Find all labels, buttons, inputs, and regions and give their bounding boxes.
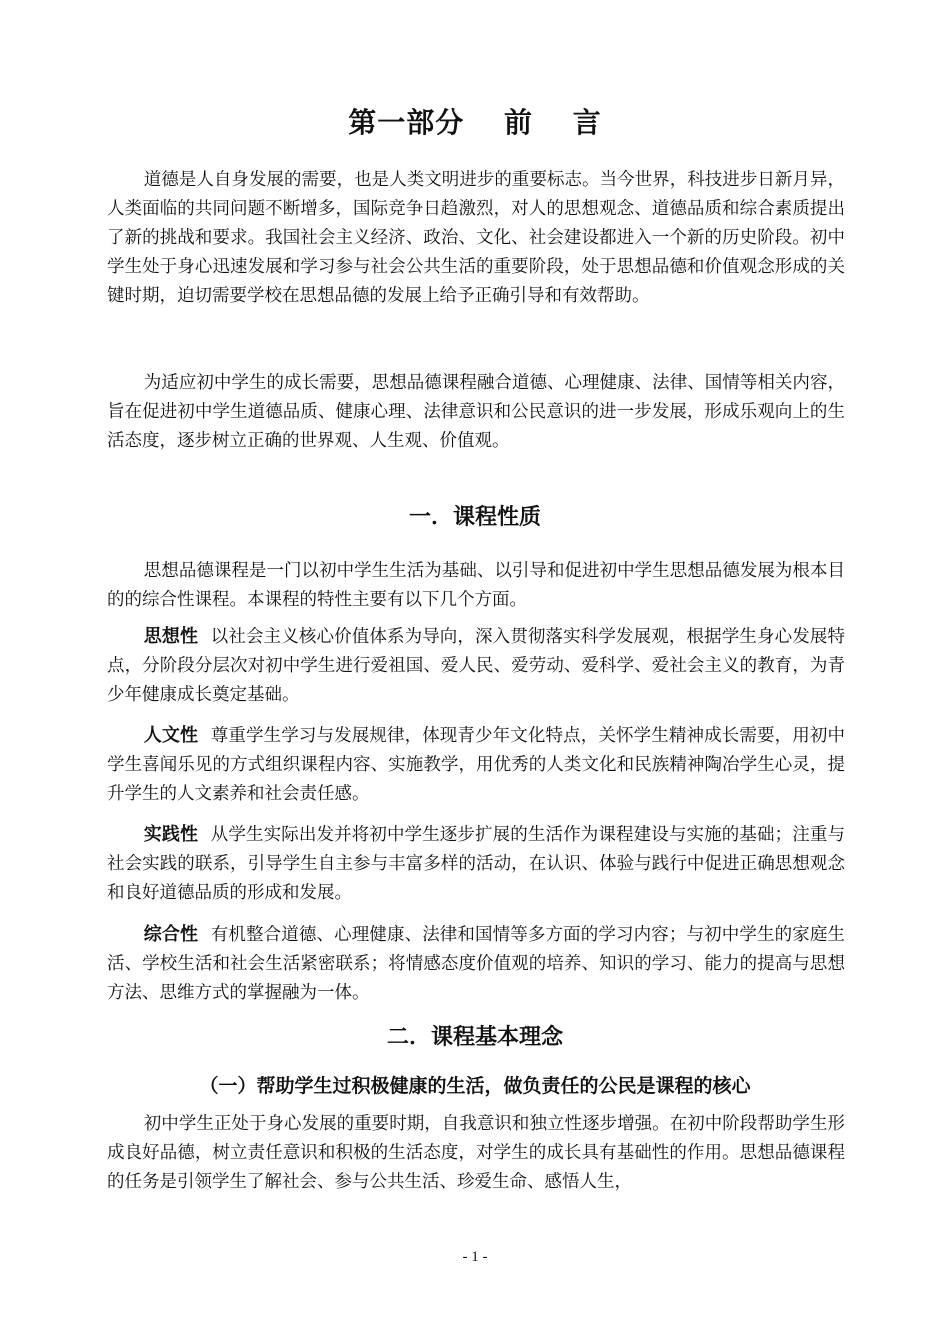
section-title-basic-concepts: 二．课程基本理念 <box>386 1025 563 1050</box>
property-term: 人文性 <box>143 725 199 746</box>
concept-paragraph-1: 初中学生正处于身心发展的重要时期，自我意识和独立性逐步增强。在初中阶段帮助学生形成良好品德，树立责任意识和积极的生活态度，对学生的成长具有基础性的作用。思想品德课程的任务是引领学生了解社会、参与公共生活、珍爱生命、感悟人生， <box>107 1114 845 1192</box>
property-paragraph-humanistic <box>107 721 845 809</box>
page-title: 第一部分 前 言 <box>348 106 602 139</box>
property-text: 尊重学生学习与发展规律，体现青少年文化特点，关怀学生精神成长需要，用初中学生喜闻乐见的方式组织课程内容、实施教学，用优秀的人类文化和民族精神陶冶学生心灵，提升学生的人文素养和社会责任感。 <box>107 726 846 804</box>
property-text: 从学生实际出发并将初中学生逐步扩展的生活作为课程建设与实施的基础；注重与社会实践的联系，引导学生自主参与丰富多样的活动，在认识、体验与践行中促进正确思想观念和良好道德品质的形成和发展。 <box>107 825 846 903</box>
course-nature-intro: 思想品德课程是一门以初中学生生活为基础、以引导和促进初中学生思想品德发展为根本目的的综合性课程。本课程的特性主要有以下几个方面。 <box>107 561 845 610</box>
property-term: 综合性 <box>143 924 199 945</box>
page-number: - 1 - <box>462 1249 488 1265</box>
section-title-course-nature: 一．课程性质 <box>408 505 541 530</box>
property-term: 思想性 <box>143 626 199 647</box>
property-paragraph-ideological <box>107 622 845 710</box>
property-text: 有机整合道德、心理健康、法律和国情等多方面的学习内容；与初中学生的家庭生活、学校生活和社会生活紧密联系；将情感态度价值观的培养、知识的学习、能力的提高与思想方法、思维方式的掌握融为一体。 <box>107 925 846 1003</box>
subsection-title-1: （一）帮助学生过积极健康的生活，做负责任的公民是课程的核心 <box>199 1075 751 1097</box>
property-text: 以社会主义核心价值体系为导向，深入贯彻落实科学发展观，根据学生身心发展特点，分阶段分层次对初中学生进行爱祖国、爱人民、爱劳动、爱科学、爱社会主义的教育，为青少年健康成长奠定基础。 <box>107 627 846 705</box>
property-paragraph-practical <box>107 820 845 908</box>
preface-paragraph-2: 为适应初中学生的成长需要，思想品德课程融合道德、心理健康、法律、国情等相关内容，旨在促进初中学生道德品质、健康心理、法律意识和公民意识的进一步发展，形成乐观向上的生活态度，逐步树立正确的世界观、人生观、价值观。 <box>107 373 845 451</box>
property-paragraph-comprehensive <box>107 920 845 1008</box>
property-term: 实践性 <box>143 824 199 845</box>
preface-paragraph-1: 道德是人自身发展的需要，也是人类文明进步的重要标志。当今世界，科技进步日新月异，人类面临的共同问题不断增多，国际竞争日趋激烈，对人的思想观念、道德品质和综合素质提出了新的挑战和要求。我国社会主义经济、政治、文化、社会建设都进入一个新的历史阶段。初中学生处于身心迅速发展和学习参与社会公共生活的重要阶段，处于思想品德和价值观念形成的关键时期，迫切需要学校在思想品德的发展上给予正确引导和有效帮助。 <box>107 170 845 306</box>
